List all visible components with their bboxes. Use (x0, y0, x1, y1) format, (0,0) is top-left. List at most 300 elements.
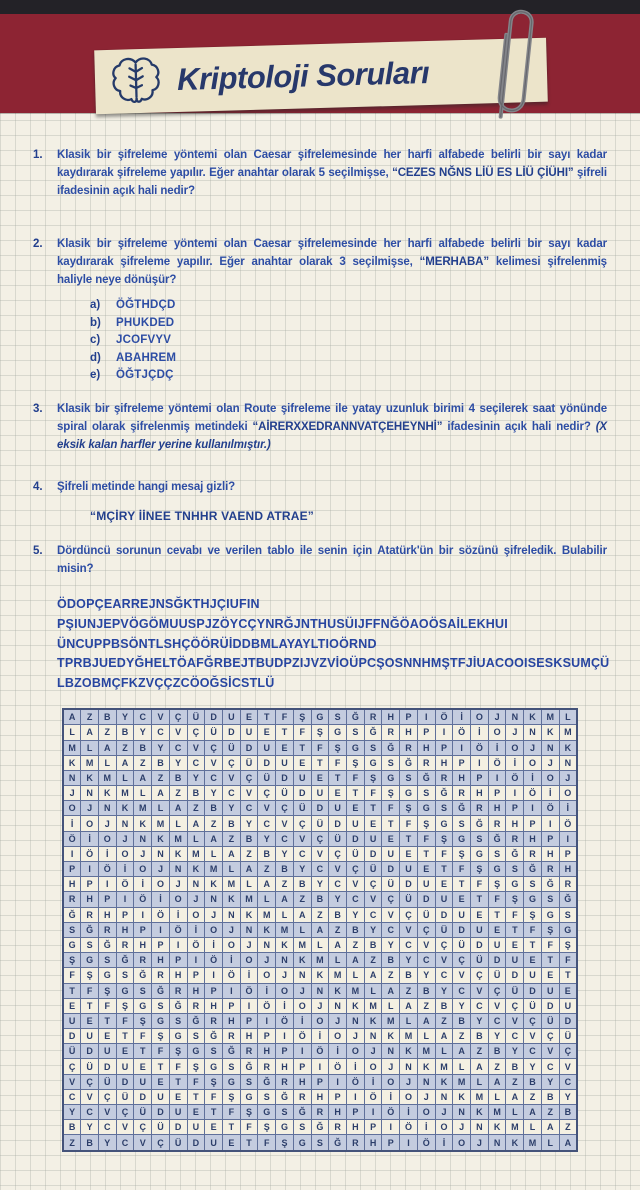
cipher-table-cell: T (240, 1135, 258, 1151)
cipher-table-cell: V (187, 740, 205, 755)
cipher-table-cell: D (524, 983, 542, 998)
question-1-number: 1. (33, 149, 43, 161)
cipher-table-cell: Ö (258, 998, 276, 1013)
cipher-table-cell: D (205, 709, 223, 725)
cipher-table-cell: H (98, 907, 116, 922)
cipher-table-cell: S (329, 709, 347, 725)
cipher-table-cell: K (400, 1044, 418, 1059)
cipher-table-cell: N (435, 1089, 453, 1104)
cipher-table-cell: G (152, 1013, 170, 1028)
cipher-table-cell: V (276, 816, 294, 831)
cipher-table-cell: J (258, 953, 276, 968)
cipher-table-cell: C (276, 831, 294, 846)
cipher-table-cell: L (222, 862, 240, 877)
cipher-table-cell: C (152, 725, 170, 740)
question-5-text: Dördüncü sorunun cevabı ve verilen tablo ile senin için Atatürk'ün bir sözünü şifreledik. Bulabilir misin? (57, 544, 607, 575)
cipher-table-cell: Ü (240, 755, 258, 770)
cipher-table-cell: S (559, 907, 577, 922)
option-c-text: JCOFVYV (116, 334, 172, 347)
cipher-table-cell: P (488, 786, 506, 801)
cipher-table-cell: Ğ (364, 725, 382, 740)
cipher-table-cell: Z (205, 816, 223, 831)
cipher-table-cell: İ (524, 770, 542, 785)
cipher-table-cell: Ş (311, 725, 329, 740)
cipher-table-cell: F (364, 786, 382, 801)
cipher-table-cell: A (347, 953, 365, 968)
cipher-table-cell: A (541, 1120, 559, 1135)
cipher-table-cell: Ş (347, 755, 365, 770)
cipher-table-cell: O (222, 937, 240, 952)
cipher-table-cell: H (400, 725, 418, 740)
cipher-table-cell: I (364, 1105, 382, 1120)
cipher-table-cell: Ç (347, 862, 365, 877)
cipher-table-cell: V (559, 1059, 577, 1074)
cipher-table-cell: M (293, 937, 311, 952)
cipher-table-row (63, 892, 577, 907)
cipher-table-cell: N (258, 937, 276, 952)
cipher-table-cell: H (311, 1089, 329, 1104)
cipher-table-cell: Y (222, 801, 240, 816)
cipher-table-cell: C (81, 1105, 99, 1120)
cipher-table-cell: Ü (559, 1029, 577, 1044)
cipher-table-cell: F (400, 816, 418, 831)
cipher-table-cell: C (258, 816, 276, 831)
cipher-table-row (63, 1105, 577, 1120)
cipher-table-cell: C (453, 983, 471, 998)
question-4 (33, 478, 607, 496)
cipher-table-cell: Y (81, 1120, 99, 1135)
cipher-table-cell: Ü (471, 953, 489, 968)
cipher-table-cell: A (471, 1059, 489, 1074)
cipher-table-cell: J (524, 740, 542, 755)
cipher-table-cell: Z (541, 1105, 559, 1120)
cipher-table-cell: J (134, 846, 152, 861)
cipher-table-cell: N (559, 755, 577, 770)
cipher-table-cell: M (134, 801, 152, 816)
cipher-table-cell: K (187, 862, 205, 877)
cipher-table-cell: Ö (417, 1135, 435, 1151)
cipher-table-cell: L (98, 755, 116, 770)
cipher-table-cell: N (81, 786, 99, 801)
cipher-table-cell: L (347, 968, 365, 983)
question-5-number: 5. (33, 544, 43, 557)
cipher-table-cell: R (169, 983, 187, 998)
cipher-table-cell: M (98, 770, 116, 785)
cipher-table-cell: Ü (541, 1013, 559, 1028)
cipher-table-cell: P (222, 998, 240, 1013)
cipher-table-cell: L (559, 709, 577, 725)
cipher-table-cell: F (541, 937, 559, 952)
cipher-table-cell: V (364, 892, 382, 907)
question-5-cipher-block (57, 595, 610, 694)
cipher-table-cell: D (311, 801, 329, 816)
cipher-table-cell: Ğ (400, 755, 418, 770)
cipher-table-cell: R (116, 937, 134, 952)
cipher-table-cell: İ (559, 801, 577, 816)
cipher-table-cell: H (559, 862, 577, 877)
cipher-table-cell: Ç (98, 1089, 116, 1104)
cipher-table-cell: Ü (347, 846, 365, 861)
cipher-table-cell: M (311, 953, 329, 968)
cipher-table-cell: A (417, 1013, 435, 1028)
cipher-table-cell: L (311, 937, 329, 952)
cipher-table-cell: Z (400, 983, 418, 998)
cipher-table-cell: N (116, 816, 134, 831)
cipher-table-cell: N (222, 907, 240, 922)
cipher-table-cell: O (258, 968, 276, 983)
cipher-table-cell: V (417, 937, 435, 952)
cipher-table-cell: G (116, 983, 134, 998)
cipher-table-cell: P (276, 1044, 294, 1059)
cipher-table-cell: I (152, 922, 170, 937)
cipher-table-cell: T (276, 725, 294, 740)
cipher-table-cell: F (63, 968, 81, 983)
cipher-line-2: PŞIUNJEPVÖGÖMUUSPJZÖYCÇYNRĞJNTHUSÜIJFFNĞÖAOÖSAİLEKHUI (57, 616, 508, 631)
option-a-text: ÖĞTHDÇD (116, 299, 176, 311)
cipher-table-cell: Ş (63, 953, 81, 968)
cipher-table-row (63, 907, 577, 922)
cipher-table-cell: Ğ (347, 709, 365, 725)
cipher-table-cell: Ç (63, 1059, 81, 1074)
cipher-table-cell: R (240, 1044, 258, 1059)
cipher-table-cell: J (63, 786, 81, 801)
cipher-table-cell: V (293, 831, 311, 846)
cipher-table-cell: V (382, 907, 400, 922)
cipher-table-cell: M (506, 1120, 524, 1135)
cipher-table-cell: G (63, 937, 81, 952)
cipher-table-cell: B (311, 892, 329, 907)
cipher-table-cell: G (98, 968, 116, 983)
cipher-table-cell: Ş (329, 740, 347, 755)
cipher-table-cell: Z (417, 998, 435, 1013)
cipher-table-cell: Ğ (417, 770, 435, 785)
cipher-table-cell: Ş (382, 786, 400, 801)
cipher-table-cell: S (506, 862, 524, 877)
cipher-table-cell: O (152, 877, 170, 892)
cipher-table-cell: Z (382, 968, 400, 983)
cipher-table-cell: G (187, 1044, 205, 1059)
cipher-table-cell: I (417, 709, 435, 725)
cipher-table-cell: K (524, 709, 542, 725)
cipher-table-cell: N (311, 983, 329, 998)
cipher-table-cell: C (471, 998, 489, 1013)
cipher-table-cell: İ (506, 755, 524, 770)
cipher-table-cell: M (417, 1044, 435, 1059)
cipher-table-cell: C (116, 1135, 134, 1151)
cipher-table-cell: J (435, 1105, 453, 1120)
question-2-options (90, 297, 607, 385)
cipher-table-cell: F (453, 862, 471, 877)
cipher-table-cell: S (276, 1105, 294, 1120)
cipher-table-cell: J (98, 816, 116, 831)
cipher-table-cell: P (559, 846, 577, 861)
question-3-ciphertext: “AİRERXXEDRANNVATÇEHEYNHİ” (252, 420, 443, 433)
cipher-table-row (63, 968, 577, 983)
cipher-table-cell: T (81, 998, 99, 1013)
cipher-table-cell: S (98, 953, 116, 968)
cipher-table-row (63, 786, 577, 801)
cipher-table-cell: Ç (81, 1074, 99, 1089)
cipher-table-cell: E (187, 1105, 205, 1120)
question-1-tail: şifreli ifadesinin açık hali nedir? (57, 167, 607, 197)
cipher-table-cell: G (435, 816, 453, 831)
cipher-table-cell: N (276, 953, 294, 968)
cipher-table-cell: A (364, 968, 382, 983)
cipher-table-cell: R (258, 1059, 276, 1074)
cipher-table-cell: D (152, 1105, 170, 1120)
cipher-table-cell: Ç (293, 816, 311, 831)
question-4-text: Şifreli metinde hangi mesaj gizli? (57, 480, 236, 493)
cipher-table-cell: D (329, 816, 347, 831)
option-c-label: c) (90, 334, 101, 347)
cipher-table-cell: Ç (311, 831, 329, 846)
cipher-table-cell: R (98, 922, 116, 937)
question-1-ciphertext: “CEZES NĞNS LİÜ ES LİÜ ÇİÜHI” (392, 167, 574, 179)
cipher-table-row (63, 801, 577, 816)
cipher-table-cell: D (169, 1120, 187, 1135)
cipher-table-cell: F (329, 755, 347, 770)
cipher-table-cell: A (98, 740, 116, 755)
cipher-table-cell: T (524, 937, 542, 952)
cipher-table-cell: J (116, 831, 134, 846)
cipher-table-cell: C (347, 892, 365, 907)
cipher-table-cell: R (152, 968, 170, 983)
cipher-table-cell: A (63, 709, 81, 725)
cipher-table-cell: V (471, 983, 489, 998)
cipher-table-cell: P (541, 831, 559, 846)
cipher-table-cell: I (187, 953, 205, 968)
cipher-table-cell: R (559, 877, 577, 892)
cipher-table-cell: Y (382, 937, 400, 952)
cipher-table-cell: A (329, 937, 347, 952)
cipher-table-cell: H (453, 770, 471, 785)
cipher-table-cell: O (435, 1120, 453, 1135)
cipher-table-cell: K (329, 983, 347, 998)
cipher-table-cell: U (81, 1029, 99, 1044)
cipher-table-cell: T (205, 1105, 223, 1120)
cipher-table-row (63, 922, 577, 937)
cipher-table-cell: B (541, 1089, 559, 1104)
worksheet-content (0, 113, 640, 1152)
cipher-table-cell: Y (258, 831, 276, 846)
cipher-table-cell: Ç (559, 1044, 577, 1059)
cipher-table-cell: F (311, 740, 329, 755)
cipher-table-cell: E (134, 1059, 152, 1074)
cipher-table-cell: Ç (488, 983, 506, 998)
cipher-table-cell: Y (453, 998, 471, 1013)
cipher-table-cell: Ü (488, 968, 506, 983)
cipher-table-cell: S (187, 1029, 205, 1044)
cipher-table-cell: Ü (417, 907, 435, 922)
cipher-table-cell: R (524, 846, 542, 861)
cipher-table-cell: Ö (293, 1029, 311, 1044)
cipher-table-cell: İ (276, 998, 294, 1013)
cipher-table-cell: S (382, 755, 400, 770)
cipher-table-cell: G (541, 907, 559, 922)
cipher-table-cell: B (98, 709, 116, 725)
cipher-table-cell: F (417, 831, 435, 846)
cipher-table-cell: H (205, 998, 223, 1013)
cipher-table-cell: Ü (81, 1059, 99, 1074)
cipher-table-cell: Ü (382, 877, 400, 892)
question-2-tail: kelimesi şifrelenmiş haliyle neye dönüşür? (57, 256, 607, 286)
cipher-table-cell: P (329, 1089, 347, 1104)
cipher-table-cell: Ç (116, 1105, 134, 1120)
cipher-table-cell: Ü (453, 937, 471, 952)
cipher-table-cell: P (63, 862, 81, 877)
cipher-table-cell: Y (134, 725, 152, 740)
cipher-table-cell: Ğ (258, 1074, 276, 1089)
cipher-table-row (63, 953, 577, 968)
cipher-table-cell: T (116, 1029, 134, 1044)
cipher-table-cell: J (152, 862, 170, 877)
cipher-table-row (63, 1074, 577, 1089)
cipher-table-cell: H (329, 1105, 347, 1120)
option-e (90, 367, 607, 385)
cipher-table-cell: U (488, 937, 506, 952)
cipher-table-cell: Z (98, 725, 116, 740)
cipher-table-cell: Ö (205, 953, 223, 968)
cipher-table-cell: M (81, 755, 99, 770)
cipher-table-cell: J (382, 1059, 400, 1074)
cipher-table-cell: O (81, 816, 99, 831)
cipher-table-cell: E (541, 968, 559, 983)
cipher-table-row (63, 1135, 577, 1151)
cipher-table-cell: Ş (240, 1105, 258, 1120)
cipher-table-cell: S (347, 725, 365, 740)
cipher-table-cell: K (471, 1105, 489, 1120)
cipher-table-cell: İ (471, 725, 489, 740)
cipher-table-cell: Z (347, 937, 365, 952)
cipher-table-cell: U (364, 831, 382, 846)
cipher-table-cell: C (488, 1013, 506, 1028)
cipher-table-cell: Ğ (559, 892, 577, 907)
cipher-table-cell: M (364, 998, 382, 1013)
cipher-table-cell: D (98, 1059, 116, 1074)
cipher-table-cell: J (400, 1074, 418, 1089)
cipher-table-cell: O (541, 770, 559, 785)
cipher-table-cell: Z (435, 1013, 453, 1028)
cipher-table-cell: I (63, 846, 81, 861)
cipher-table-cell: U (293, 770, 311, 785)
cipher-table-cell: K (364, 1013, 382, 1028)
cipher-table-cell: R (364, 709, 382, 725)
cipher-table-cell: B (506, 1059, 524, 1074)
cipher-table-cell: O (116, 846, 134, 861)
cipher-table-cell: A (116, 755, 134, 770)
question-1 (33, 146, 607, 200)
cipher-table-cell: N (187, 877, 205, 892)
cipher-table-cell: M (152, 816, 170, 831)
cipher-table-cell: E (524, 953, 542, 968)
cipher-table-cell: Ç (134, 1120, 152, 1135)
cipher-table-cell: G (81, 953, 99, 968)
cipher-table-cell: Ü (187, 709, 205, 725)
cipher-table-cell: V (152, 709, 170, 725)
cipher-table-cell: E (205, 1120, 223, 1135)
cipher-table-cell: A (435, 1029, 453, 1044)
cipher-table-cell: Z (63, 1135, 81, 1151)
cipher-table-cell: U (329, 801, 347, 816)
cipher-table-row (63, 740, 577, 755)
cipher-table-cell: Y (187, 770, 205, 785)
cipher-table-cell: Ğ (488, 831, 506, 846)
cipher-table-cell: K (541, 725, 559, 740)
cipher-table-cell: İ (98, 846, 116, 861)
cipher-table-cell: G (222, 1074, 240, 1089)
cipher-table-cell: C (311, 862, 329, 877)
cipher-table-cell: B (152, 755, 170, 770)
cipher-table-cell: A (524, 1105, 542, 1120)
cipher-table-cell: İ (311, 1029, 329, 1044)
cipher-table-cell: I (471, 755, 489, 770)
cipher-table-cell: T (417, 846, 435, 861)
cipher-table-cell: Ş (205, 1074, 223, 1089)
cipher-table-cell: M (187, 846, 205, 861)
cipher-table-cell: C (506, 1029, 524, 1044)
cipher-table-cell: A (506, 1089, 524, 1104)
question-1-body: Klasik bir şifreleme yöntemi olan Caesar şifrelemesinde her harfi alfabede belirli bir sayı kadar kaydırarak şifreleme yapılır. Eğer anahtar olarak 5 seçilmişse, (57, 149, 607, 179)
cipher-table-cell: Ğ (506, 846, 524, 861)
cipher-table-cell: Ö (382, 1105, 400, 1120)
cipher-table-cell: R (417, 755, 435, 770)
cipher-table-cell: E (382, 831, 400, 846)
cipher-table-cell: O (453, 1135, 471, 1151)
cipher-table-cell: T (329, 770, 347, 785)
cipher-table-cell: Z (152, 770, 170, 785)
cipher-table-cell: K (435, 1074, 453, 1089)
cipher-table-row (63, 983, 577, 998)
cipher-table-cell: K (506, 1135, 524, 1151)
page-title: Kriptoloji Soruları (176, 54, 430, 98)
cipher-table-cell: J (453, 1120, 471, 1135)
cipher-table-cell: G (276, 1120, 294, 1135)
cipher-table-cell: J (364, 1044, 382, 1059)
cipher-table-cell: I (134, 907, 152, 922)
option-e-label: e) (90, 369, 101, 382)
cipher-table-cell: Z (471, 1044, 489, 1059)
cipher-table-cell: S (488, 846, 506, 861)
cipher-table-cell: Ü (152, 1120, 170, 1135)
cipher-table-cell: D (134, 1089, 152, 1104)
cipher-table-cell: F (276, 709, 294, 725)
cipher-table-cell: Ö (453, 725, 471, 740)
cipher-table-cell: Ş (471, 862, 489, 877)
cipher-table-cell: N (134, 831, 152, 846)
cipher-table-cell: Ü (364, 862, 382, 877)
cipher-table-cell: R (222, 1029, 240, 1044)
cipher-table-cell: E (222, 1135, 240, 1151)
cipher-table-cell: E (276, 740, 294, 755)
cipher-table-cell: F (524, 922, 542, 937)
cipher-table-cell: L (417, 1029, 435, 1044)
cipher-table-cell: M (435, 1059, 453, 1074)
cipher-table-cell: G (134, 998, 152, 1013)
cipher-table-cell: N (169, 862, 187, 877)
cipher-table-cell: Ş (116, 998, 134, 1013)
cipher-table-cell: Ğ (453, 801, 471, 816)
cipher-table-cell: V (488, 998, 506, 1013)
cipher-table-cell: Ö (116, 877, 134, 892)
cipher-table-cell: N (417, 1074, 435, 1089)
cipher-table-cell: L (524, 1120, 542, 1135)
cipher-table-cell: Z (559, 1120, 577, 1135)
cipher-table-cell: I (258, 1013, 276, 1028)
cipher-table-cell: B (240, 831, 258, 846)
cipher-table-cell: Ğ (152, 983, 170, 998)
cipher-table-cell: C (417, 953, 435, 968)
cipher-table-cell: Ğ (116, 953, 134, 968)
